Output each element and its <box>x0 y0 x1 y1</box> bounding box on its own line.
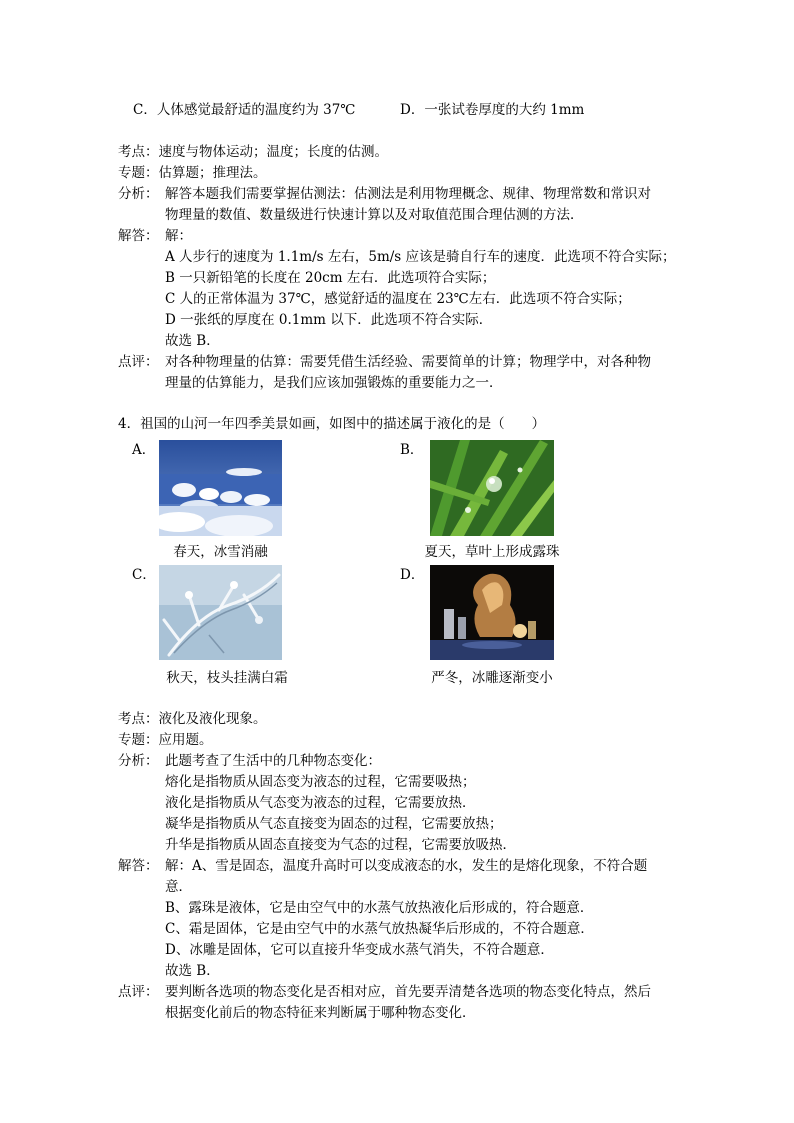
jieda-line: C、霜是固体，它是由空气中的水蒸气放热凝华后形成的，不符合题意． <box>165 921 594 937</box>
option-a-letter: A． <box>132 442 156 458</box>
jieda-line: C 人的正常体温为 37℃，感觉舒适的温度在 23℃左右．此选项不符合实际； <box>165 291 631 307</box>
fenxi-line: 此题考查了生活中的几种物态变化： <box>165 753 381 769</box>
q3-kaodian <box>118 142 388 162</box>
jieda-line: D、冰雕是固体，它可以直接升华变成水蒸气消失，不符合题意． <box>165 942 554 958</box>
option-b-letter: B． <box>400 442 424 458</box>
fenxi-label: 分析： <box>118 186 159 202</box>
zhuanti-text: 应用题。 <box>158 732 213 748</box>
dianping-label: 点评： <box>118 984 159 1000</box>
jieda-line: 解： <box>165 228 192 244</box>
kaodian-text: 液化及液化现象。 <box>158 711 267 727</box>
q4-kaodian <box>118 709 267 729</box>
zhuanti-text: 估算题；推理法。 <box>158 165 267 181</box>
option-a-photo-melting-snow <box>159 440 282 536</box>
fenxi-line: 液化是指物质从气态变为液态的过程，它需要放热． <box>165 795 476 811</box>
fenxi-line: 凝华是指物质从气态直接变为固态的过程，它需要放热； <box>165 816 503 832</box>
option-d-letter: D． <box>400 567 425 583</box>
ice-sculpture-image <box>430 565 554 660</box>
jieda-line: B 一只新铅笔的长度在 20cm 左右．此选项符合实际； <box>165 270 496 286</box>
zhuanti-label: 专题： <box>118 732 159 748</box>
jieda-label: 解答： <box>118 858 159 874</box>
kaodian-label: 考点： <box>118 711 159 727</box>
jieda-line: 解：A、雪是固态，温度升高时可以变成液态的水，发生的是熔化现象，不符合题 <box>165 858 648 874</box>
dianping-line: 对各种物理量的估算：需要凭借生活经验、需要简单的计算；物理学中，对各种物 <box>165 354 651 370</box>
option-a-caption: 春天，冰雪消融 <box>173 544 268 560</box>
option-d-caption: 严冬，冰雕逐渐变小 <box>431 670 553 686</box>
melting-snow-image <box>159 440 282 536</box>
dianping-line: 根据变化前后的物态特征来判断属于哪种物态变化． <box>165 1005 476 1021</box>
dianping-label: 点评： <box>118 354 159 370</box>
fenxi-line: 物理量的数值、数量级进行快速计算以及对取值范围合理估测的方法． <box>165 207 584 223</box>
zhuanti-label: 专题： <box>118 165 159 181</box>
jieda-label: 解答： <box>118 228 159 244</box>
q4-stem: 4．祖国的山河一年四季美景如画，如图中的描述属于液化的是（ ） <box>118 416 546 432</box>
jieda-line: B、露珠是液体，它是由空气中的水蒸气放热液化后形成的，符合题意． <box>165 900 594 916</box>
kaodian-text: 速度与物体运动；温度；长度的估测。 <box>158 144 388 160</box>
dianping-line: 理量的估算能力，是我们应该加强锻炼的重要能力之一． <box>165 375 503 391</box>
option-b-photo-dew-drops <box>430 440 554 536</box>
kaodian-label: 考点： <box>118 144 159 160</box>
fenxi-line: 升华是指物质从固态直接变为气态的过程，它需要放吸热． <box>165 837 516 853</box>
option-d-photo-ice-sculpture <box>430 565 554 660</box>
jieda-line: 意． <box>165 879 192 895</box>
fenxi-line: 解答本题我们需要掌握估测法：估测法是利用物理概念、规律、物理常数和常识对 <box>165 186 651 202</box>
jieda-line: D 一张纸的厚度在 0.1mm 以下．此选项不符合实际． <box>165 312 493 328</box>
jieda-line: 故选 B． <box>165 333 220 349</box>
fenxi-label: 分析： <box>118 753 159 769</box>
option-c-text: C．人体感觉最舒适的温度约为 37℃ <box>133 102 356 118</box>
option-d-text: D．一张试卷厚度的大约 1mm <box>400 102 585 118</box>
q4-zhuanti <box>118 730 213 750</box>
option-c-photo-frost <box>159 565 282 660</box>
jieda-line: 故选 B． <box>165 963 220 979</box>
option-b-caption: 夏天，草叶上形成露珠 <box>424 544 560 560</box>
frost-branches-image <box>159 565 282 660</box>
option-c-letter: C． <box>132 567 156 583</box>
dew-drops-image <box>430 440 554 536</box>
q3-zhuanti <box>118 163 267 183</box>
jieda-line: A 人步行的速度为 1.1m/s 左右，5m/s 应该是骑自行车的速度．此选项不符合实际； <box>165 249 676 265</box>
fenxi-line: 熔化是指物质从固态变为液态的过程，它需要吸热； <box>165 774 476 790</box>
option-c-caption: 秋天，枝头挂满白霜 <box>166 670 288 686</box>
dianping-line: 要判断各选项的物态变化是否相对应，首先要弄清楚各选项的物态变化特点，然后 <box>165 984 651 1000</box>
